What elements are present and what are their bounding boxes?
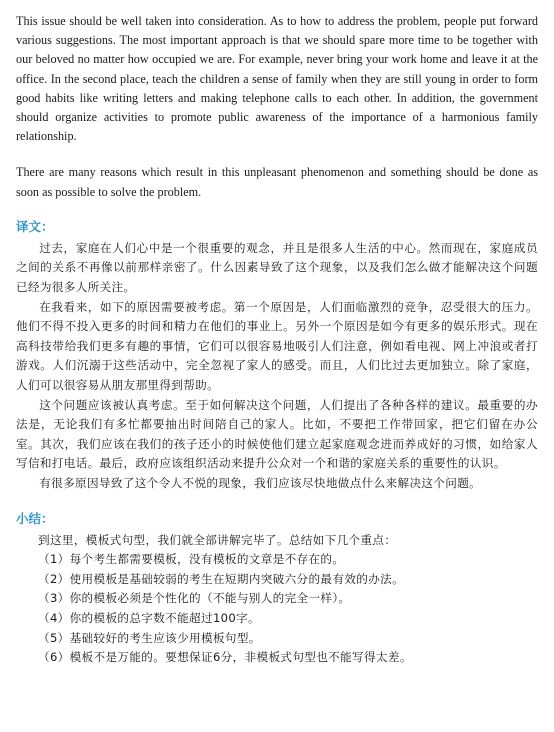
summary-point: （5）基础较好的考生应该少用模板句型。 — [38, 630, 261, 645]
translation-heading: 译文： — [16, 218, 54, 234]
summary-point: （1）每个考生都需要模板，没有模板的文章是不存在的。 — [38, 552, 345, 567]
english-paragraph-1: This issue should be well taken into consideration. As to how to address the problem, people put forward various suggestions. The most important approach is that we should spare more time to be together with our beloved no matter how occupied we are. For example, never bring your work home and leave it at the office. In the second place, teach the children a sense of family when they are still young in order to form good habits like writing letters and making telephone calls to each other. In addition, the government should organize activities to promote public awareness of the importance of a harmonious family relationship. — [16, 14, 538, 144]
summary-point: （4）你的模板的总字数不能超过100字。 — [38, 610, 261, 625]
summary-point: （2）使用模板是基础较弱的考生在短期内突破六分的最有效的办法。 — [38, 571, 405, 586]
summary-point: （6）模板不是万能的。要想保证6分，非模板式句型也不能写得太差。 — [38, 650, 412, 665]
translation-paragraph-3: 这个问题应该被认真考虑。至于如何解决这个问题，人们提出了各种各样的建议。最重要的办法是，无论我们有多忙都要抽出时间陪自己的家人。比如，不要把工作带回家，把它们留在办公室。其次，我们应该在我们的孩子还小的时候使他们建立起家庭观念进而养成好的习惯，如给家人写信和打电话。最后，政府应该组织活动来提升公众对一个和谐的家庭关系的重要性的认识。 — [16, 397, 538, 471]
summary-intro: 到这里，模板式句型，我们就全部讲解完毕了。总结如下几个重点： — [38, 532, 397, 547]
summary-heading: 小结： — [16, 510, 54, 526]
translation-paragraph-4: 有很多原因导致了这个令人不悦的现象，我们应该尽快地做点什么来解决这个问题。 — [39, 475, 482, 490]
english-paragraph-2: There are many reasons which result in this unpleasant phenomenon and something should be done as soon as possible to solve the problem. — [16, 165, 538, 199]
summary-point: （3）你的模板必须是个性化的（不能与别人的完全一样）。 — [38, 591, 351, 606]
translation-paragraph-1: 过去，家庭在人们心中是一个很重要的观念，并且是很多人生活的中心。然而现在，家庭成员之间的关系不再像以前那样亲密了。什么因素导致了这个现象，以及我们怎么做才能解决这个问题已经为很多人所关注。 — [16, 240, 538, 295]
translation-paragraph-2: 在我看来，如下的原因需要被考虑。第一个原因是，人们面临激烈的竞争，忍受很大的压力。他们不得不投入更多的时间和精力在他们的事业上。另外一个原因是如今有更多的娱乐形式。现在高科技带给我们更多有趣的事情，它们可以很容易地吸引人们注意，例如看电视、网上冲浪或者打游戏。人们沉溺于这些活动中，完全忽视了家人的感受。而且，人们比过去更加独立。除了家庭，人们可以很容易从朋友那里得到帮助。 — [16, 299, 538, 392]
summary-points-list — [16, 550, 538, 668]
